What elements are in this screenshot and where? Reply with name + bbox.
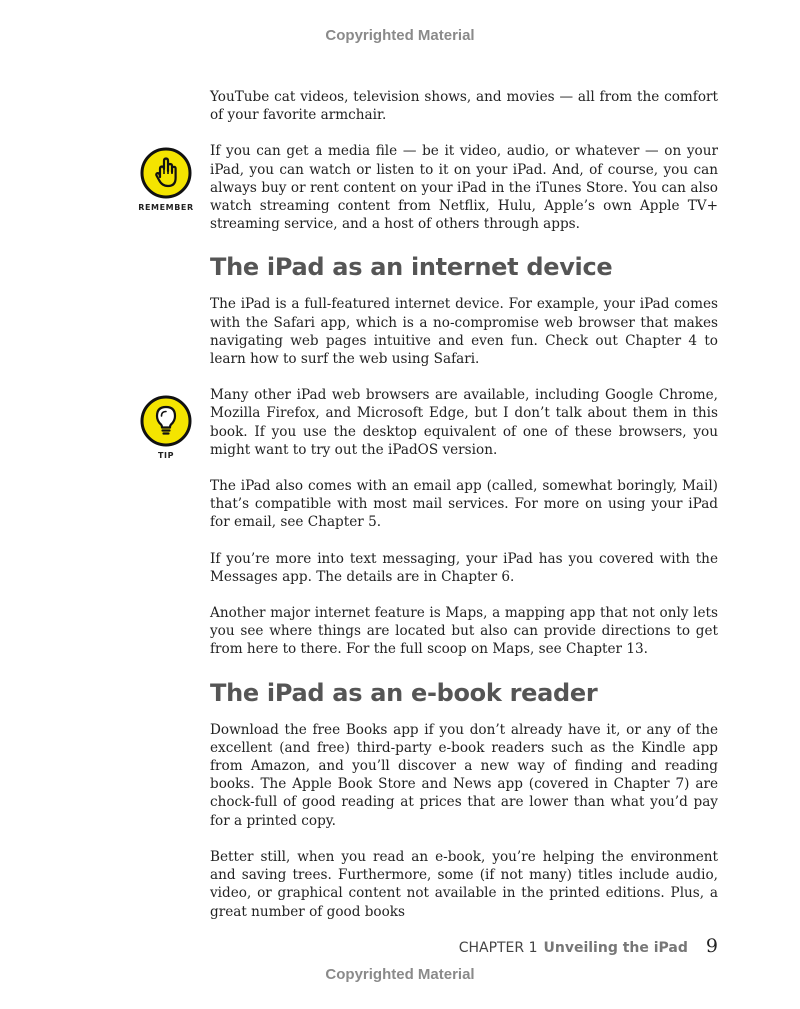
copyright-watermark-top: Copyrighted Material — [325, 27, 475, 44]
remember-label: REMEMBER — [138, 203, 194, 212]
body-paragraph: If you’re more into text messaging, your iPad has you covered with the Messages app. The details are in Chapter 6. — [210, 550, 718, 585]
body-paragraph: Another major internet feature is Maps, a mapping app that not only lets you see where things are located but also can provide directions to get from here to there. For the full scoop on Maps, see Chapter 13. — [210, 605, 718, 658]
tip-label: TIP — [157, 451, 175, 460]
footer-chapter-number: CHAPTER 1 — [458, 940, 538, 956]
body-paragraph: Better still, when you read an e-book, you’re helping the environment and saving trees. Furthermore, some (if not many) titles include audio, video, or graphical content not available in the printed editions. Plus, a great number of good books — [210, 848, 718, 920]
lightbulb-icon — [140, 395, 192, 447]
body-paragraph: YouTube cat videos, television shows, and movies — all from the comfort of your favorite armchair. — [210, 89, 718, 124]
tip-paragraph: Many other iPad web browsers are available, including Google Chrome, Mozilla Firefox, and Microsoft Edge, but I don’t talk about them in this book. If you use the desktop equivalent of one of these browsers, you might want to try out the iPadOS version. — [210, 387, 718, 458]
remember-paragraph: If you can get a media file — be it video, audio, or whatever — on your iPad, you can watch or listen to it on your iPad. And, of course, you can always buy or rent content on your iPad in the iTunes Store. You can also watch streaming content from Netflix, Hulu, Apple’s own Apple TV+ streaming service, and a host of others through apps. — [210, 143, 718, 233]
page-footer — [459, 935, 718, 957]
body-paragraph: The iPad is a full-featured internet device. For example, your iPad comes with the Safari app, which is a no-compromise web browser that makes navigating web pages intuitive and even fun. Check out Chapter 4 to learn how to surf the web using Safari. — [210, 296, 718, 368]
raised-hand-icon — [140, 147, 192, 199]
tip-callout — [136, 395, 196, 460]
remember-callout — [136, 147, 196, 212]
page-body — [210, 88, 718, 939]
page-number: 9 — [705, 935, 718, 957]
body-paragraph: Download the free Books app if you don’t already have it, or any of the excellent (and free) third-party e-book readers such as the Kindle app from Amazon, and you’ll discover a new way of finding and reading books. The Apple Book Store and News app (covered in Chapter 7) are chock-full of good reading at prices that are lower than what you’d pay for a printed copy. — [210, 721, 718, 829]
copyright-watermark-bottom: Copyrighted Material — [325, 966, 475, 983]
section-heading-internet: The iPad as an internet device — [210, 253, 613, 282]
section-heading-ebook: The iPad as an e-book reader — [210, 678, 598, 707]
body-paragraph: The iPad also comes with an email app (called, somewhat boringly, Mail) that’s compatible with most mail services. For more on using your iPad for email, see Chapter 5. — [210, 478, 718, 531]
footer-chapter-title: Unveiling the iPad — [543, 940, 688, 956]
